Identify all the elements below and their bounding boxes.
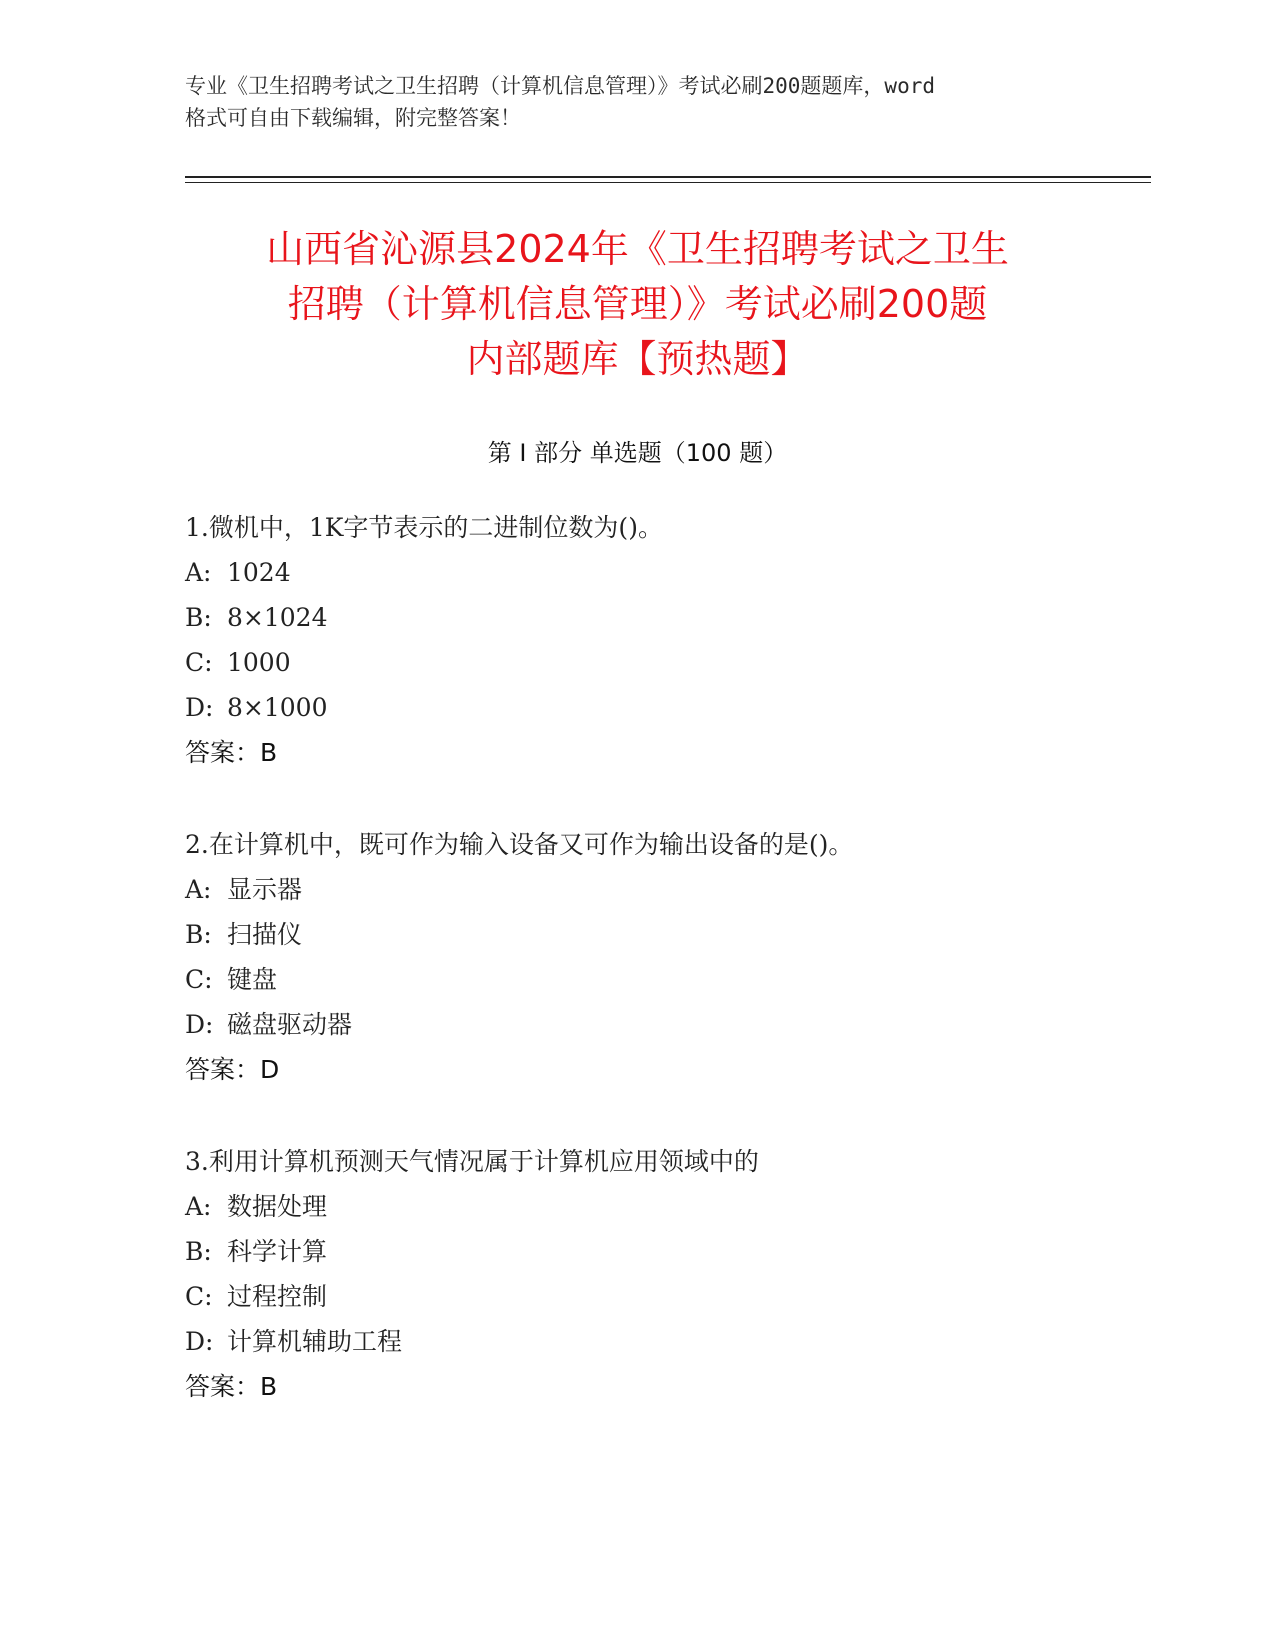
option-a bbox=[185, 1184, 1145, 1229]
answer-text: 答案：B bbox=[185, 738, 278, 767]
option-a bbox=[185, 867, 1145, 912]
option-key: A: bbox=[185, 558, 212, 587]
option-b bbox=[185, 912, 1145, 957]
option-text: 过程控制 bbox=[227, 1282, 328, 1311]
title-line2: 招聘（计算机信息管理）》考试必刷200题 bbox=[287, 282, 988, 326]
title-line3: 内部题库【预热题】 bbox=[466, 337, 809, 381]
title-line1: 山西省沁源县2024年《卫生招聘考试之卫生 bbox=[266, 227, 1009, 271]
option-text: 计算机辅助工程 bbox=[227, 1327, 403, 1356]
option-text: 1024 bbox=[227, 558, 291, 587]
header-note-line1: 专业《卫生招聘考试之卫生招聘（计算机信息管理）》考试必刷200题题库，word bbox=[185, 74, 935, 98]
option-text: 8×1024 bbox=[227, 603, 328, 632]
option-text: 数据处理 bbox=[227, 1192, 328, 1221]
option-a bbox=[185, 550, 1145, 595]
question-stem: 1.微机中，1K字节表示的二进制位数为()。 bbox=[185, 513, 663, 542]
option-key: C: bbox=[185, 965, 213, 994]
option-text: 显示器 bbox=[227, 875, 303, 904]
option-text: 键盘 bbox=[227, 965, 278, 994]
answer-text: 答案：D bbox=[185, 1055, 280, 1084]
option-b bbox=[185, 1229, 1145, 1274]
option-key: B: bbox=[185, 920, 212, 949]
question-3 bbox=[185, 1139, 1145, 1409]
option-key: B: bbox=[185, 603, 212, 632]
option-key: C: bbox=[185, 648, 213, 677]
option-b bbox=[185, 595, 1145, 640]
option-c bbox=[185, 640, 1145, 685]
option-key: C: bbox=[185, 1282, 213, 1311]
answer-text: 答案：B bbox=[185, 1372, 278, 1401]
option-c bbox=[185, 1274, 1145, 1319]
question-stem: 2.在计算机中，既可作为输入设备又可作为输出设备的是()。 bbox=[185, 830, 854, 859]
option-key: A: bbox=[185, 875, 212, 904]
option-text: 科学计算 bbox=[227, 1237, 328, 1266]
question-2 bbox=[185, 822, 1145, 1092]
header-note bbox=[185, 70, 1085, 134]
option-key: D: bbox=[185, 1327, 214, 1356]
option-key: D: bbox=[185, 1010, 214, 1039]
option-text: 磁盘驱动器 bbox=[227, 1010, 353, 1039]
header-divider-thin bbox=[185, 182, 1151, 183]
option-c bbox=[185, 957, 1145, 1002]
question-1 bbox=[185, 505, 1145, 775]
option-key: A: bbox=[185, 1192, 212, 1221]
option-d bbox=[185, 1002, 1145, 1047]
section-title: 第 I 部分 单选题（100 题） bbox=[487, 439, 788, 467]
option-key: D: bbox=[185, 693, 214, 722]
header-note-line2: 格式可自由下载编辑，附完整答案！ bbox=[185, 106, 521, 130]
option-d bbox=[185, 1319, 1145, 1364]
question-stem: 3.利用计算机预测天气情况属于计算机应用领域中的 bbox=[185, 1147, 759, 1176]
option-text: 扫描仪 bbox=[227, 920, 303, 949]
option-key: B: bbox=[185, 1237, 212, 1266]
option-text: 8×1000 bbox=[227, 693, 328, 722]
document-title bbox=[185, 222, 1090, 387]
option-d bbox=[185, 685, 1145, 730]
header-divider-thick bbox=[185, 176, 1151, 178]
option-text: 1000 bbox=[227, 648, 291, 677]
